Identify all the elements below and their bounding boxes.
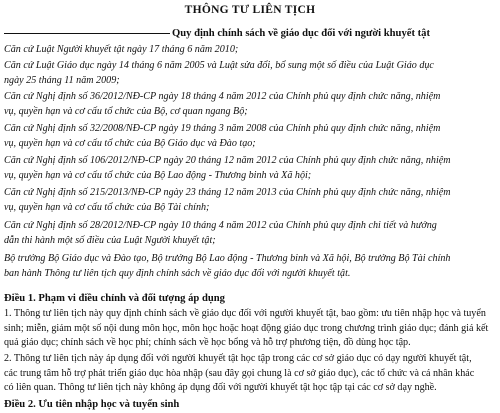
text-line: vụ, quyền hạn và cơ cấu tổ chức của Bộ, cơ quan ngang Bộ;: [4, 105, 248, 117]
preamble-paragraph: [4, 186, 496, 215]
document-subtitle: [4, 27, 496, 40]
article1-paragraph: [4, 307, 496, 351]
text-line: vụ, quyền hạn và cơ cấu tổ chức của Bộ Giáo dục và Đào tạo;: [4, 137, 256, 149]
preamble-paragraph: [4, 43, 496, 58]
preamble-paragraph: [4, 154, 496, 183]
text-line: vụ, quyền hạn và cơ cấu tổ chức của Bộ Tài chính;: [4, 201, 210, 213]
text-line: dẫn thi hành một số điều của Luật Người khuyết tật;: [4, 234, 216, 246]
text-line: 1. Thông tư liên tịch này quy định chính sách về giáo dục đối với người khuyết tật, bao gồm: ưu tiên nhập học và tuyển: [4, 308, 486, 319]
text-line: vụ, quyền hạn và cơ cấu tổ chức của Bộ Lao động - Thương binh và Xã hội;: [4, 169, 312, 181]
article1-paragraph: [4, 352, 496, 396]
text-line: sinh; miễn, giảm một số nội dung môn học, môn học hoặc hoạt động giáo dục trong chương trình giáo dục; đánh giá kết: [4, 322, 489, 334]
text-line: Căn cứ Nghị định số 28/2012/NĐ-CP ngày 10 tháng 4 năm 2012 của Chính phủ quy định chi tiết và hướng: [4, 220, 437, 231]
text-line: Căn cứ Nghị định số 32/2008/NĐ-CP ngày 19 tháng 3 năm 2008 của Chính phủ quy định chức năng, nhiệm: [4, 123, 441, 134]
text-line: Căn cứ Nghị định số 36/2012/NĐ-CP ngày 18 tháng 4 năm 2012 của Chính phủ quy định chức năng, nhiệm: [4, 91, 441, 102]
text-line: Căn cứ Nghị định số 106/2012/NĐ-CP ngày 20 tháng 12 năm 2012 của Chính phủ quy định chức năng, nhiệm: [4, 155, 451, 166]
preamble-paragraph: [4, 122, 496, 151]
article-1-heading: Điều 1. Phạm vi điều chỉnh và đối tượng áp dụng: [4, 293, 225, 304]
text-line: quả giáo dục; chính sách về học phí; chính sách về học bổng và hỗ trợ phương tiện, đồ dùng học tập.: [4, 337, 411, 349]
document-title: THÔNG TƯ LIÊN TỊCH: [184, 4, 316, 16]
text-line: Căn cứ Luật Người khuyết tật ngày 17 tháng 6 năm 2010;: [4, 44, 239, 55]
text-line: Căn cứ Nghị định số 215/2013/NĐ-CP ngày 23 tháng 12 năm 2013 của Chính phủ quy định chức năng, nhiệm: [4, 187, 451, 198]
text-line: ngày 25 tháng 11 năm 2009;: [4, 74, 120, 86]
text-line: ban hành Thông tư liên tịch quy định chính sách về giáo dục đối với người khuyết tật.: [4, 267, 351, 279]
text-line: 2. Thông tư liên tịch này áp dụng đối với người khuyết tật học tập trong các cơ sở giáo dục có dạy người khuyết tật,: [4, 353, 472, 364]
preamble-paragraph: [4, 59, 496, 88]
preamble-paragraph: [4, 219, 496, 248]
article-2-heading: Điều 2. Ưu tiên nhập học và tuyển sinh: [4, 399, 180, 410]
text-line: có liên quan. Thông tư liên tịch này không áp dụng đối với người khuyết tật học tập tại các cơ sở dạy nghề.: [4, 382, 437, 394]
text-line: Căn cứ Luật Giáo dục ngày 14 tháng 6 năm 2005 và Luật sửa đổi, bổ sung một số điều của Luật Giáo dục: [4, 60, 434, 71]
preamble-paragraph: [4, 252, 496, 281]
preamble-paragraph: [4, 90, 496, 119]
text-line: các trung tâm hỗ trợ phát triển giáo dục hòa nhập (sau đây gọi chung là cơ sở giáo dục), các tổ chức và cá nhân khác: [4, 367, 475, 379]
blank-line: [4, 33, 170, 34]
subtitle-text: Quy định chính sách về giáo dục đối với người khuyết tật: [172, 28, 430, 39]
text-line: Bộ trưởng Bộ Giáo dục và Đào tạo, Bộ trưởng Bộ Lao động - Thương binh và Xã hội, Bộ trưởng Bộ Tài chính: [4, 253, 451, 264]
